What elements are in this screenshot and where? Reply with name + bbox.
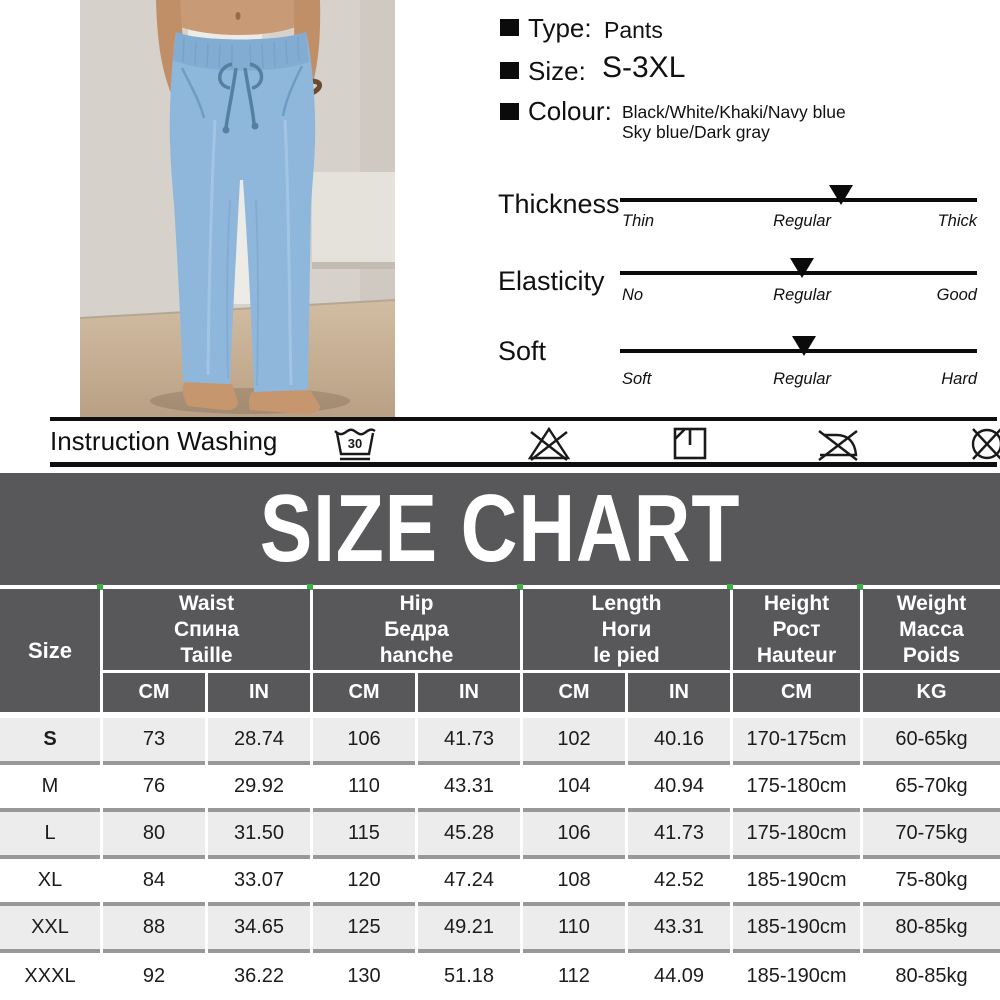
dry-in-shade-icon (667, 424, 713, 464)
size-chart-header (0, 589, 1000, 712)
soft-scale-labels: Soft Regular Hard (622, 370, 977, 388)
elasticity-scale-labels: No Regular Good (622, 286, 977, 304)
header-group-hip: Hip Бедра hanche CM IN (313, 589, 520, 712)
svg-text:30: 30 (347, 436, 363, 451)
thickness-track (620, 198, 977, 202)
slider-thickness-label: Thickness (498, 189, 620, 219)
thickness-marker-icon (829, 185, 853, 205)
header-group-waist: Waist Спина Taille CM IN (103, 589, 310, 712)
elasticity-marker-icon (790, 258, 814, 278)
bullet-square-icon (500, 62, 519, 79)
attr-size-value: S-3XL (602, 51, 686, 84)
bullet-square-icon (500, 19, 519, 36)
table-row: S 73 28.74 106 41.73 102 40.16 170-175cm 60-65kg (0, 718, 1000, 765)
header-cell-size: Size (0, 589, 100, 712)
pants-photo-illustration (80, 0, 395, 417)
table-row: XXL 88 34.65 125 49.21 110 43.31 185-190cm 80-85kg (0, 906, 1000, 953)
size-chart-banner (0, 473, 1000, 585)
attr-colour-value: Black/White/Khaki/Navy blue Sky blue/Dark gray (622, 102, 846, 142)
washing-title: Instruction Washing (50, 426, 278, 456)
unit-cell: IN (418, 673, 520, 712)
right-foot (249, 390, 320, 414)
unit-cell: IN (628, 673, 730, 712)
header-group-weight: Weight Масса Poids KG (863, 589, 1000, 712)
elasticity-track (620, 271, 977, 275)
size-chart-body (0, 718, 1000, 1000)
unit-cell: KG (863, 673, 1000, 712)
attr-colour-label: Colour: (528, 96, 612, 126)
product-photo (80, 0, 395, 417)
slider-soft-label: Soft (498, 336, 547, 366)
unit-cell: CM (313, 673, 415, 712)
do-not-bleach-icon (526, 424, 572, 464)
unit-cell: CM (103, 673, 205, 712)
attr-type-value: Pants (604, 17, 663, 43)
bullet-square-icon (500, 103, 519, 120)
unit-cell: CM (733, 673, 860, 712)
table-row: M 76 29.92 110 43.31 104 40.94 175-180cm 65-70kg (0, 765, 1000, 812)
do-not-dry-clean-icon (964, 424, 1000, 464)
washing-instruction-bar (50, 417, 997, 467)
slider-elasticity-label: Elasticity (498, 266, 605, 296)
left-foot (183, 382, 238, 410)
table-row: XL 84 33.07 120 47.24 108 42.52 185-190cm 75-80kg (0, 859, 1000, 906)
table-row: L 80 31.50 115 45.28 106 41.73 175-180cm 70-75kg (0, 812, 1000, 859)
table-row: XXXL 92 36.22 130 51.18 112 44.09 185-190cm 80-85kg (0, 953, 1000, 1000)
header-group-height: Height Рост Hauteur CM (733, 589, 860, 712)
attr-size-label: Size: (528, 56, 586, 86)
thickness-scale-labels: Thin Regular Thick (622, 212, 977, 230)
soft-marker-icon (792, 336, 816, 356)
unit-cell: CM (523, 673, 625, 712)
do-not-iron-icon (815, 424, 861, 464)
header-group-length: Length Ноги le pied CM IN (523, 589, 730, 712)
soft-track (620, 349, 977, 353)
size-chart-title: SIZE CHART (259, 475, 741, 582)
attr-type-label: Type: (528, 13, 592, 43)
unit-cell: IN (208, 673, 310, 712)
wash-30-icon (332, 424, 378, 464)
